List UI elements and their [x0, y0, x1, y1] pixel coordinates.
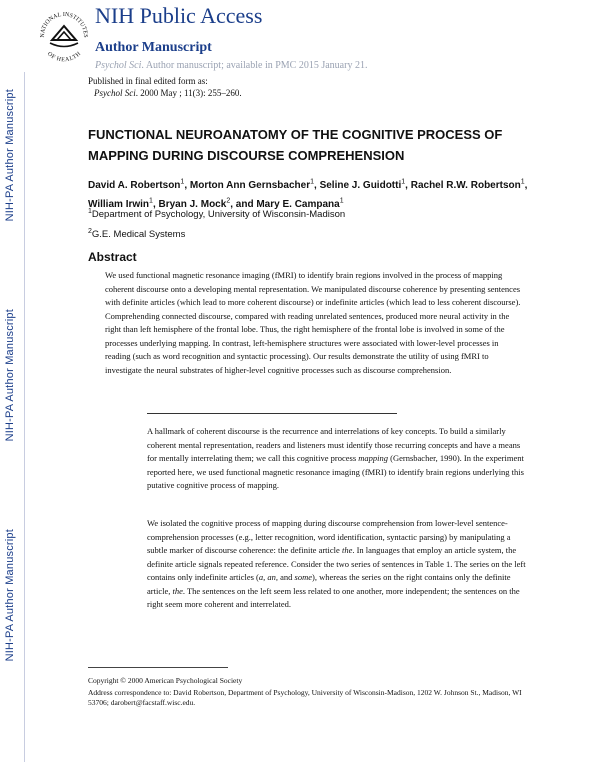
affiliation: $^1$Department of Psychology, University of Wisconsin-Madison: [88, 208, 346, 221]
section-divider: [147, 413, 397, 414]
logo-text-top: NATIONAL INSTITUTES: [39, 11, 89, 38]
paper-title: FUNCTIONAL NEUROANATOMY OF THE COGNITIVE PROCESS OF MAPPING DURING DISCOURSE COMPREHENSION: [88, 127, 503, 163]
author: Rachel R.W. Robertson$^1$,: [410, 179, 528, 192]
side-label-text: NIH-PA Author Manuscript: [4, 88, 16, 222]
citation-journal: Psychol Sci: [94, 88, 136, 98]
author: Seline J. Guidotti$^1$,: [319, 179, 411, 192]
published-in-label: Published in final edited form as:: [88, 76, 208, 86]
journal-abbrev: Psychol Sci: [95, 60, 142, 71]
repository-title: NIH Public Access: [95, 3, 263, 28]
eagle-icon: [50, 26, 78, 47]
availability-text: . Author manuscript; available in PMC 2015 January 21.: [141, 60, 368, 71]
body-paragraph-1: A hallmark of coherent discourse is the recurrence and interrelations of key concepts. To build a similarly coherent mental representation, readers and listeners must identify those recurring concepts and have a means for mentally interrelating them; we call this cognitive process mapping (Gernsbacher, 1990). In the experiment reported here, we used functional magnetic resonance imaging (fMRI) to identify brain regions underlying this putative cognitive process of mapping.: [147, 426, 524, 490]
side-label-3: [0, 520, 20, 670]
svg-text:OF HEALTH: [46, 51, 83, 64]
side-label-text: NIH-PA Author Manuscript: [4, 308, 16, 442]
abstract-heading: Abstract: [88, 250, 137, 264]
author: Morton Ann Gernsbacher$^1$,: [189, 179, 320, 192]
author: Bryan J. Mock$^2$, and: [158, 197, 257, 210]
side-label-1: [0, 80, 20, 230]
abstract-text: We used functional magnetic resonance imaging (fMRI) to identify brain regions involved in the process of mapping coherent discourse onto a developing mental representation. We manipulated discourse coherence by presenting sentences with definite articles (which lead to more coherent discourse) or indefinite articles (which lead to less coherent discourse). Comprehending connected discourse, compared with reading unrelated sentences, produced more neural activity in the right than left hemisphere of the frontal lobe. Thus, the right hemisphere of the frontal lobe is involved in some of the processes underlying mapping. In contrast, left-hemisphere structures were associated with lower-level processes in reading (such as word recognition and syntactic processing). Our results demonstrate the utility of using fMRI to investigate the neural substrates of higher-level cognitive processes such as discourse comprehension.: [105, 270, 521, 375]
logo-text-bottom: OF HEALTH: [45, 51, 83, 64]
footnote-rule: [88, 667, 228, 668]
copyright: Copyright © 2000 American Psychological Society: [88, 676, 243, 685]
margin-line: [24, 72, 25, 762]
affiliation: $^2$G.E. Medical Systems: [88, 228, 186, 241]
author: Mary E. Campana$^1$: [256, 197, 344, 210]
author: David A. Robertson$^1$,: [88, 179, 190, 192]
side-label-text: NIH-PA Author Manuscript: [4, 528, 16, 662]
nih-logo: [36, 6, 92, 64]
body-paragraph-2: We isolated the cognitive process of mapping during discourse comprehension from lower-level sentence-comprehension processes (e.g., letter recognition, word identification, syntactic parsing) by manipulating a subtle marker of discourse coherence: the definite article the. In languages that employ an article system, the definite article signals repeated reference. Consider the two series of sentences in Table 1. The series on the left contains only indefinite articles (a, an, and some), whereas the series on the right contains only the definite article, the. The sentences on the left seem less related to one another, more independent; the sentences on the right seem more coherent and interrelated.: [147, 518, 526, 609]
citation-details: . 2000 May ; 11(3): 255–260.: [135, 88, 242, 98]
author: William Irwin$^1$,: [88, 197, 159, 210]
side-label-2: [0, 300, 20, 450]
manuscript-label: Author Manuscript: [95, 40, 212, 55]
correspondence: Address correspondence to: David Robertson, Department of Psychology, University of Wisconsin-Madison, 1202 W. Johnson St., Madison, WI 53706; darobert@facstaff.wisc.edu.: [88, 688, 522, 707]
availability-note: [95, 60, 367, 72]
citation: [94, 88, 242, 99]
